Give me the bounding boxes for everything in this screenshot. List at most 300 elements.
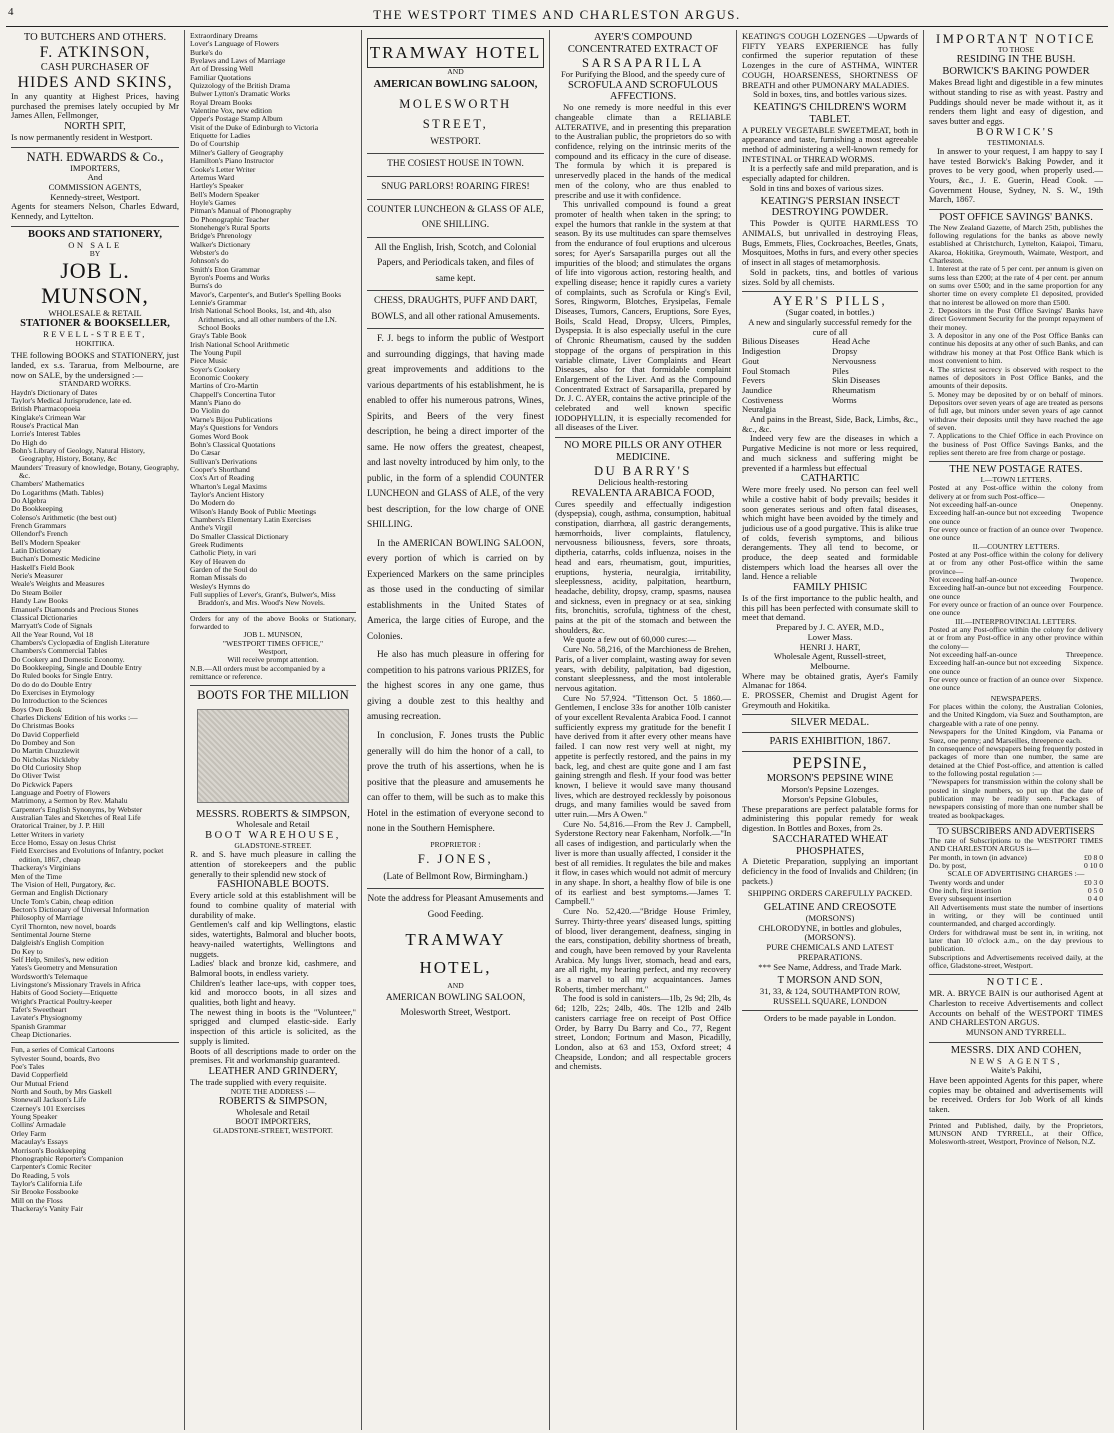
rate-value: Twopence. (1070, 574, 1103, 584)
list-item: Sylvester Sound, boards, 8vo (11, 1053, 100, 1063)
ad-line: III.—INTERPROVINCIAL LETTERS. (955, 616, 1077, 626)
ad-body: Note the address for Pleasant Amusements and Good Feeding. (367, 894, 544, 920)
list-item: Do Ruled books for Single Entry. (11, 671, 113, 681)
ad-body: In the AMERICAN BOWLING SALOON, every portion of which is carried on by Experienced Markers on the same principles as those used in the conducting of similar establishments in the United States of America, the large cities of Europe, and the Colonies. (367, 538, 544, 642)
list-item: Habits of Good Society—Etiquette (11, 988, 118, 998)
list-item: Our Mutual Friend (11, 1078, 69, 1088)
rate-value: 0 5 0 (1087, 885, 1103, 895)
rate-value: £0 8 0 (1084, 852, 1103, 862)
ad-line: JOB L. MUNSON, (243, 630, 303, 640)
ad-body: The trade supplied with every requisite. (190, 1076, 327, 1087)
list-item: Carpenter's English Synonyms, by Webster (11, 804, 143, 814)
list-item: Lavater's Physiognomy (11, 1013, 83, 1023)
list-item: Orley Farm (11, 1128, 47, 1138)
disease-item: Dropsy (832, 346, 858, 357)
ad-heading: IMPORTANT NOTICE (936, 32, 1096, 46)
list-item: Morrison's Bookkeeping (11, 1145, 86, 1155)
ad-body: 2. Depositors in the Post Office Savings' Banks have direct Government Security for the prompt repayment of their money. (929, 306, 1103, 332)
rate-label: Do. by post, (929, 860, 967, 870)
rate-value: 0 4 0 (1087, 894, 1103, 904)
ad-line: WHOLESALE & RETAIL (48, 307, 142, 318)
ad-body: Children's leather lace-ups, with copper toes, kid and morocco boots, in all sizes and qualities, both light and heavy. (190, 977, 356, 1008)
ad-body: Posted at any Post-office within the colony for delivery at or from any other Post-office within the same province— (929, 549, 1103, 576)
list-item: Dalgleish's English Compition (11, 938, 104, 948)
ad-body: We quote a few out of 60,000 cures:— (563, 634, 696, 645)
disease-item: Gout (742, 355, 760, 366)
list-item: Ollendorf's French (11, 529, 68, 539)
ad-heading: AYER'S COMPOUND CONCENTRATED EXTRACT OF (567, 32, 719, 55)
list-item: Self Help, Smiles's, new edition (11, 954, 109, 964)
ad-body: Every article sold at this establishment will be found to combine quality of material with durability of make. (190, 890, 356, 920)
rate-label: Twenty words and under (929, 877, 1005, 887)
list-item: Classical Dictionaries (11, 612, 78, 622)
disease-item: Bilious Diseases (742, 336, 800, 347)
list-item: Charles Dickens' Edition of his works :— (11, 712, 138, 722)
ad-heading: TO BUTCHERS AND OTHERS. (23, 32, 167, 43)
ad-body: A Dietetic Preparation, supplying an important deficiency in the food of Invalids and Children; (in packets.) (742, 856, 918, 886)
ad-line: (MORSON'S) (805, 913, 855, 924)
rate-row (929, 584, 1103, 601)
ad-body: Orders for any of the above Books or Stationary, forwarded to (190, 613, 356, 632)
ad-line: BORWICK'S BAKING POWDER (942, 66, 1090, 78)
list-item: David Copperfield (11, 1070, 68, 1080)
list-item: Spanish Grammar (11, 1021, 67, 1031)
ad-line: ON SALE (68, 239, 122, 250)
ad-body: Cure No. 52,420.—"Bridge House Frimley, Surrey. Thirty-three years' diseased lungs, spitting of blood, liver derangement, deafness, singing in the ears, constipation, debility shortness of breath, and cough, have been removed by your Ravelenta Arabica. My lungs liver, stomach, head and ears, are all right, my hearing perfect, and my recovery is a marvel to all my acquaintances. James Roberts, timber merchant." (555, 906, 731, 994)
ad-body: Sold in boxes, tins, and bottles various sizes. (753, 89, 907, 100)
rate-value: Fourpence. (1069, 600, 1103, 609)
engraving-illustration (197, 709, 349, 803)
list-item: North and South, by Mrs Gaskell (11, 1087, 112, 1097)
ad-body: The rate of Subscriptions to the WESTPORT TIMES AND CHARLESTON ARGUS is— (929, 835, 1103, 854)
rate-label: For every ounce or fraction of an ounce over one ounce (929, 675, 1065, 693)
list-item: Do Violin do (190, 406, 230, 416)
list-item: Catholic Piety, in vari (190, 548, 257, 558)
ad-body: 7. Applications to the Chief Office in each Province on the business of Post Office Savings Banks, and the replies sent thereto are free from charge or postage. (929, 431, 1103, 457)
list-item: Ecce Homo, Essay on Jesus Christ (11, 838, 117, 848)
list-item: Taylor's Medical Jurisprudence, late ed. (11, 395, 132, 405)
list-item: Phonographic Reporter's Companion (11, 1153, 124, 1163)
list-item: Pitman's Manual of Phonography (190, 206, 292, 216)
ad-line: PURE CHEMICALS AND LATEST PREPARATIONS. (766, 942, 894, 962)
ad-line: CASH PURCHASER OF (40, 61, 150, 73)
list-item: Chappell's Concertina Tutor (190, 389, 276, 399)
rate-label: Every subsequent insertion (929, 894, 1012, 904)
ad-line: CATHARTIC (800, 473, 860, 485)
ad-body: MR. A. BRYCE BAIN is our authorised Agent at Charleston to receive Advertisements and collect Accounts on behalf of the WESTPORT TIMES AND CHARLESTON ARGUS. (929, 988, 1103, 1028)
ad-body: Newspapers for the United Kingdom, via Panama or Suez, one penny; and Marseilles, threepence each. (929, 727, 1103, 745)
list-item: Do Cookery and Domestic Economy. (11, 654, 125, 664)
list-item: Irish National School Books, 1st, and 4th, also Arithmetics, and all other numbers of the I.N. School Books (190, 306, 337, 333)
ad-heading: NOTICE. (986, 977, 1046, 989)
list-item: Men of the Time (11, 871, 62, 881)
ad-munson-books (11, 227, 179, 1217)
list-item: Handy Law Books (11, 596, 68, 606)
ad-name: DU BARRY'S (594, 463, 692, 478)
ad-line: AND (447, 981, 464, 991)
ad-heading: AYER'S PILLS, (772, 294, 888, 309)
ad-dix-cohen (929, 1043, 1103, 1120)
ad-line: FAMILY PHISIC (793, 582, 867, 594)
ad-body: Gentlemen's calf and kip Wellingtons, elastic sides, watertights, Balmoral and blucher boots, heavy-nailed watertights, Wellingtons and nuggets. (190, 919, 356, 959)
ad-line: Will receive prompt attention. (227, 655, 319, 665)
ad-line: Kennedy-street, Westport. (50, 191, 140, 202)
list-item: Field Exercises and Evolutions of Infantry, pocket edition, 1867, cheap (11, 846, 164, 864)
ad-line: NEWS AGENTS, (969, 1055, 1063, 1066)
ad-keating (742, 30, 918, 292)
list-item: Do of Courtship (190, 139, 240, 149)
ad-line: ROBERTS & SIMPSON, (218, 1095, 328, 1107)
ad-body: In any quantity at Highest Prices, having purchased the premises lately occupied by Mr James Allen, Fellmonger, (11, 90, 179, 121)
list-item: All the Year Round, Vol 18 (11, 629, 94, 639)
list-item: Royal Dream Books (190, 97, 253, 107)
ad-line: Wholesale and Retail (236, 1106, 310, 1117)
list-item: Mann's Piano do (190, 398, 241, 408)
list-item: Economic Cookery (190, 373, 249, 383)
ad-line: (Sugar coated, in bottles.) (785, 307, 875, 318)
list-item: Greek Rudiments (190, 539, 244, 549)
ad-subheading: STANDARD WORKS. (59, 379, 131, 389)
list-item: Opper's Postage Stamp Album (190, 114, 283, 124)
ad-body: Indeed very few are the diseases in which a Purgative Medicine is not more or less required, and much sickness and suffering might be prevented if a harmless but effectual (742, 433, 918, 473)
ad-line: AMERICAN BOWLING SALOON, (373, 79, 538, 91)
ad-line: Melbourne. (810, 660, 850, 671)
ad-body: Boots of all descriptions made to order on the premises. Fit and workmanship guaranteed. (190, 1045, 356, 1066)
list-item: Artemus Ward (190, 172, 235, 182)
ad-subscribers (929, 825, 1103, 975)
list-item: Poe's Tales (11, 1062, 45, 1072)
list-item: Smith's Eton Grammar (190, 264, 260, 274)
ad-line: SACCHARATED WHEAT PHOSPHATES, (772, 833, 888, 857)
ad-body: It is a perfectly safe and mild preparation, and is especially adapted for children. (742, 163, 918, 184)
ad-line: BOOT IMPORTERS, (235, 1116, 311, 1127)
rate-label: Exceeding half-an-ounce but not exceeding one ounce (929, 658, 1061, 676)
list-item: Do Old Curiosity Shop (11, 763, 82, 773)
rate-label: Not exceeding half-an-ounce (929, 650, 1018, 660)
list-item: Taylor's California Life (11, 1178, 83, 1188)
list-item: Wharton's Legal Maxims (190, 481, 267, 491)
ad-body: These preparations are perfect palatable forms for administering this popular remedy for weak digestion. In Bottles and Boxes, from 2s. (742, 803, 918, 833)
list-item: Haydn's Dictionary of Dates (11, 387, 98, 397)
rate-label: Not exceeding half-an-ounce (929, 574, 1018, 584)
list-item: Bell's Modern Speaker (11, 537, 81, 547)
ad-line: GELATINE AND CREOSOTE (763, 902, 897, 914)
ad-ayer-sarsaparilla (555, 30, 731, 438)
ad-line: BY (89, 249, 101, 259)
ad-line: TESTIMONIALS. (987, 137, 1045, 147)
ad-edwards (11, 148, 179, 227)
list-item: French Grammars (11, 521, 67, 531)
rate-value: Sixpence. (1073, 675, 1103, 685)
ad-line: SHIPPING ORDERS CAREFULLY PACKED. (747, 888, 913, 899)
list-item: Do Smaller Classical Dictionary (190, 531, 289, 541)
rate-value: Fourpence. (1069, 583, 1103, 593)
list-item: Bulwer Lytton's Dramatic Works (190, 89, 290, 99)
rate-label: For every ounce or fraction of an ounce over one ounce (929, 524, 1065, 543)
rate-label: Per month, in town (in advance) (929, 852, 1027, 862)
ad-line: For Purifying the Blood, and the speedy cure of (561, 68, 725, 79)
list-item: Do Algebra (11, 496, 47, 506)
list-item: Uncle Tom's Cabin, cheap edition (11, 896, 114, 906)
ad-atkinson (11, 30, 179, 148)
list-item: Do Bookkeeping, Single and Double Entry (11, 662, 142, 672)
ad-body: Agents for steamers Nelson, Charles Edward, Kennedy, and Lyttelton. (11, 201, 179, 222)
ad-line: LEATHER AND GRINDERY, (208, 1065, 338, 1077)
ad-line: SARSAPARILLA (582, 55, 704, 70)
columns (6, 30, 1108, 1430)
newspaper-title: THE WESTPORT TIMES AND CHARLESTON ARGUS. (373, 7, 741, 22)
list-item: Do High do (11, 437, 47, 447)
list-item: Macaulay's Essays (11, 1137, 68, 1147)
list-item: Fun, a series of Comical Cartoons (11, 1045, 115, 1055)
rate-value: Threepence. (1065, 650, 1103, 660)
ad-line: Molesworth Street, Westport. (400, 1008, 511, 1019)
list-item: Buchan's Domestic Medicine (11, 554, 101, 564)
list-item: The Young Pupil (190, 348, 242, 358)
list-item: Cheap Dictionaries. (11, 1030, 72, 1040)
ad-du-barry (555, 438, 731, 1076)
ad-line: Wholesale and Retail (236, 819, 310, 830)
rate-row (929, 509, 1103, 526)
list-item: Do Oliver Twist (11, 771, 61, 781)
rate-value: Sixpence. (1073, 658, 1103, 668)
ad-body: The food is sold in canisters—1lb, 2s 9d; 2lb, 4s 6d; 12lb, 22s; 24lb, 40s. The 12lb and 24lb canisters carriage free on receipt of Post Office Order, by Barry Du Barry and Co., 77, Regent street, London; Fortnum and Mason, Picadilly, London, also at 63 and 153, Oxford street; 4 Cheapside, London; and all respectable grocers and chemists. (555, 993, 731, 1072)
list-item: Valentine Vox, new edition (190, 106, 272, 116)
rate-row (929, 659, 1103, 676)
list-item: Visit of the Duke of Edinburgh to Victoria (190, 122, 319, 132)
ad-line: TO THOSE (997, 45, 1035, 55)
list-item: Cox's Art of Reading (190, 473, 255, 483)
list-item: Latin Dictionary (11, 546, 62, 556)
ad-body: CHESS, DRAUGHTS, PUFF AND DART, BOWLS, and all other rational Amusements. (371, 296, 540, 322)
list-item: Do Martin Chuzzlewit (11, 746, 80, 756)
rate-label: One inch, first insertion (929, 885, 1002, 895)
ad-line: MORSON'S PEPSINE WINE (766, 773, 894, 785)
ad-body: Cure No. 54,816.—From the Rev J. Campbell, Syderstone Rectory near Fakenham, Norfolk.—"In all cases of indigestion, and particularly when the liver is more than usually affected, I consider it the best of all remidies. It regulates the bile and makes it flow, in cases which would not admit of mercury in any shape. In short, a healthy flow of bile is one of its earliest and best symptoms.—James T. Campbell." (555, 818, 731, 907)
list-item: Czerney's 101 Exercises (11, 1103, 85, 1113)
list-item: Marryatt's Code of Signals (11, 621, 93, 631)
list-item: Australian Tales and Sketches of Real Life (11, 813, 141, 823)
list-item: Johnson's do (190, 256, 229, 266)
ad-line: STATIONER & BOOKSELLER, (20, 318, 170, 330)
rate-value: Twopence. (1070, 524, 1103, 534)
ad-line: SCROFULA AND SCROFULOUS AFFECTIONS. (568, 79, 718, 103)
list-item: Thackeray's Vanity Fair (11, 1203, 84, 1213)
ad-body: The New Zealand Gazette, of March 25th, publishes the following regulations for the banks as above newly established at Christchurch, Lyttelton, Kaiapoi, Timaru, Akaroa, Hokitika, Greymouth, Waimate, Westport, and Charleston. (929, 222, 1103, 266)
ad-line: GLADSTONE-STREET. (234, 841, 312, 851)
ad-body: Is now permanently resident in Westport. (11, 131, 153, 142)
ad-heading: THE NEW POSTAGE RATES. (949, 464, 1083, 476)
ad-line: MOLESWORTH STREET, (399, 96, 512, 132)
list-item: Irish National School Arithmetic (190, 339, 290, 349)
disease-item: Piles (832, 365, 849, 376)
ad-line: II.—COUNTRY LETTERS. (972, 541, 1060, 551)
list-item: Letter Writers in variety (11, 829, 85, 839)
ad-name: MESSRS. DIX AND COHEN, (950, 1044, 1082, 1056)
ad-line: FASHIONABLE BOOTS. (217, 879, 329, 891)
ad-body: R. and S. have much pleasure in calling the attention of storekeepers and the public generally to their splendid new stock of (190, 849, 356, 879)
ad-line: IMPORTERS, (70, 162, 120, 173)
rate-row (929, 526, 1103, 543)
ad-body: 5. Money may be deposited by or on behalf of minors. Depositors over seven years of age are treated as persons of full age, but minors under seven years of age cannot withdraw their deposits until they have reached the age of seven. (929, 389, 1103, 432)
list-item: Do Reading, 5 vols (11, 1170, 70, 1180)
ad-body: This Powder is QUITE HARMLESS TO ANIMALS, but unrivalled in destroying Fleas, Bugs, Emmets, Flies, Cockroaches, Beetles, Gnats, Mosquitoes, Moths in furs, and every other species of insect in all stages of metamorphosis. (742, 218, 918, 268)
ad-name: F. ATKINSON, (39, 43, 151, 61)
ad-line: NOTE THE ADDRESS :— (230, 1086, 316, 1096)
column-1 (6, 30, 185, 1430)
ad-line: RESIDING IN THE BUSH. (956, 54, 1076, 66)
ad-body: 1. Interest at the rate of 5 per cent. per annum is given on sums less than £200; at the rate of 4 per cent. per annum on sums over £500; and in the same proportion for any shorter time on every complete £1 deposited, provided that no interest be allowed on more than £500. (929, 264, 1103, 307)
ad-tramway-hotel (367, 30, 544, 1026)
ad-heading: BOOTS FOR THE MILLION (197, 688, 349, 703)
ad-line: I.—TOWN LETTERS. (980, 474, 1052, 484)
list-item: Do Bookkeeping (11, 504, 63, 514)
ad-name: F. JONES, (417, 851, 494, 866)
ad-line: HIDES AND SKINS, (17, 73, 173, 91)
list-item: Wesley's Hymns do (190, 581, 250, 591)
ad-line: Prepared by J. C. AYER, M.D., (776, 622, 884, 633)
ad-line: Morson's Pepsine Lozenges. (781, 784, 879, 795)
ad-body: Is of the first importance to the public health, and this pill has been perfected with consumate skill to meet that demand. (742, 593, 918, 623)
ad-line: Wholesale Agent, Russell-street, (773, 651, 887, 662)
list-item: Sullivan's Derivations (190, 456, 257, 466)
rate-label: Not exceeding half-an-ounce (929, 499, 1018, 509)
list-item: Art of Dressing Well (190, 64, 254, 74)
ad-postage-rates (929, 462, 1103, 825)
ad-name: JOB L. MUNSON, (41, 257, 149, 308)
disease-item: Foul Stomach (742, 365, 790, 376)
list-item: Cooke's Letter Writer (190, 164, 256, 174)
list-item: Key of Heaven do (190, 556, 246, 566)
list-item: British Pharmacopoeia (11, 404, 81, 414)
ad-body: And pains in the Breast, Side, Back, Limbs, &c., &c., &c. (742, 414, 918, 434)
list-item: Martins of Cro-Martin (190, 381, 259, 391)
list-item: Quizzology of the British Drama (190, 81, 290, 91)
ad-munson-books-continued (190, 30, 356, 613)
ad-body: Makes Bread light and digestible in a few minutes without standing to rise as with yeast. Pastry and Puddings should never be made without it, as it renders them light and easy of digestion, and saves butter and eggs. (929, 77, 1103, 126)
ad-line: AND (447, 67, 464, 77)
rate-row (929, 601, 1103, 618)
list-item: Do Nicholas Nickleby (11, 754, 79, 764)
ad-heading: NO MORE PILLS OR ANY OTHER MEDICINE. (564, 440, 722, 464)
ad-borwick (929, 30, 1103, 210)
list-item: Gray's Table Book (190, 331, 247, 341)
ad-line: Waite's Pakihi, (990, 1065, 1042, 1076)
ad-line: COUNTER LUNCHEON & GLASS OF ALE, ONE SHILLING. (367, 204, 544, 231)
list-item: Do David Copperfield (11, 729, 79, 739)
disease-item: Indigestion (742, 346, 781, 357)
list-item: Chambers' Mathematics (11, 479, 85, 489)
ad-line: REVELL-STREET, (43, 329, 147, 340)
list-item: Do Exercises in Etymology (11, 687, 95, 697)
list-item: Bell's Modern Speaker (190, 189, 260, 199)
list-item: Do Introduction to the Sciences (11, 696, 108, 706)
list-item: Burns's do (190, 281, 222, 291)
list-item: Do Dombey and Son (11, 738, 75, 748)
ad-body: A PURELY VEGETABLE SWEETMEAT, both in appearance and taste, furnishing a most agreeable method of administering a well-known remedy for INTESTINAL or THREAD WORMS. (742, 124, 918, 164)
column-4 (550, 30, 737, 1430)
list-item: Mavor's, Carpenter's, and Butler's Spelling Books (190, 289, 342, 299)
disease-item: Fevers (742, 375, 765, 386)
page-number: 4 (8, 6, 14, 18)
list-item: Warne's Bijou Publications (190, 414, 273, 424)
list-item: Byelaws and Laws of Marriage (190, 56, 286, 66)
ad-notice (929, 975, 1103, 1042)
ad-body: All Advertisements must state the number of insertions in writing, or they will be continued until countermanded, and charged accordingly. (929, 902, 1103, 929)
ad-heading: KEATING'S PERSIAN INSECT DESTROYING POWDER. (760, 195, 900, 219)
rate-table (929, 501, 1103, 543)
ad-body: Were more freely used. No person can feel well while a costive habit of body prevails; besides it soon generates serious and often fatal diseases, which might have been avoided by the timely and judicious use of a good purgative. This is alike true of colds, feverish symptoms, and bilious derangements. They all tend to become, or produce, the deep seated and formidable distempers which load the hearses all over the land. Hence a reliable (742, 484, 918, 582)
list-item: Cooper's Shorthand (190, 464, 250, 474)
list-item: Stonehenge's Rural Sports (190, 222, 270, 232)
list-item: Chambers's Cyclopædia of English Literature (11, 637, 150, 647)
list-item: Soyer's Cookery (190, 364, 241, 374)
list-item: Hartley's Speaker (190, 181, 244, 191)
list-item: Collins' Armadale (11, 1120, 66, 1130)
disease-item: Rheumatism (832, 384, 876, 395)
ad-line: PROPRIETOR : (430, 839, 481, 849)
list-item: Haskell's Field Book (11, 562, 75, 572)
ad-body: All the English, Irish, Scotch, and Colonial Papers, and Periodicals taken, and files of same kept. (374, 242, 537, 284)
book-list (11, 389, 179, 1040)
ad-body: He also has much pleasure in offering for competition to his patrons various PRIZES, for the highest scores in any one game, thus giving a double zest to this healthy and amusing recreation. (367, 650, 544, 723)
imprint-text: Printed and Published, daily, by the Proprietors, MUNSON AND TYRRELL, at their Office, Molesworth-street, Westport, Province of Nelson, N.Z. (929, 1120, 1103, 1147)
list-item: Do Pickwick Papers (11, 779, 73, 789)
ad-body: The newest thing in boots is the "Volunteer," sprigged and clumped elastic-side. Early inspection of this article is solicited, as the supply is limited. (190, 1006, 356, 1046)
ad-line: COMMISSION AGENTS, (48, 182, 142, 193)
ad-line: NEWSPAPERS. (990, 693, 1042, 703)
list-item: German and English Dictionary (11, 888, 108, 898)
ad-body: Cure No 57,924. "Tittenson Oct. 5 1860.—Gentlemen, I enclose 33s for another 10lb canister of your excellent Revalenta Arabica Food. I cannot sufficiently express my gratitude for the benefit I have derived from it after every other means have failed. I can now rest very well at night, my appetite is perfectly restored, and the pains in my back, leg, and chest are quite gone and I am fast gaining strength and flesh. If your food was better known, I believe it would save many thousand lives, which are destroyed recklessly by poisonous drugs, and many families would be saved from utter ruin.—Mrs A Owen." (555, 692, 731, 820)
ad-line: THE COSIEST HOUSE IN TOWN. (387, 159, 524, 170)
ad-body: Posted at any Post-office within the colony from delivery at or from such Post-office— (929, 483, 1103, 501)
ad-line: "WESTPORT TIMES OFFICE," (222, 638, 324, 648)
list-item: Yates's Geometry and Mensuration (11, 963, 118, 973)
ad-line: *** See Name, Address, and Trade Mark. (758, 961, 902, 972)
ad-munson-orders (190, 613, 356, 687)
ad-name: MESSRS. ROBERTS & SIMPSON, (196, 808, 350, 820)
ad-body: THE following BOOKS and STATIONERY, just landed, ex s.s. Tararua, from Melbourne, are now on SALE, by the undersigned :— (11, 350, 179, 380)
list-item: Garden of the Soul do (190, 565, 258, 574)
list-item: Roman Missals do (190, 573, 247, 583)
list-item: Wordsworth's Telemaque (11, 971, 88, 981)
list-item: Hoyle's Games (190, 197, 236, 207)
ad-heading: KEATING'S CHILDREN'S WORM TABLET. (753, 101, 907, 125)
rate-value: £0 3 0 (1084, 877, 1103, 887)
ad-body: Sold in tins and boxes of various sizes. (750, 182, 884, 193)
list-item: Weale's Weights and Measures (11, 579, 105, 589)
rate-value: 0 10 0 (1084, 860, 1103, 870)
list-item: Do Key to (11, 946, 43, 956)
list-item: Kinglake's Crimean War (11, 412, 86, 422)
ad-line: 31, 33, & 124, SOUTHAMPTON ROW, (759, 986, 901, 997)
ad-body: Where may be obtained gratis, Ayer's Family Almanac for 1864. (742, 670, 918, 691)
ad-body: Ladies' black and bronze kid, cashmere, and Balmoral boots, in endless variety. (190, 958, 356, 978)
ad-savings-banks (929, 210, 1103, 462)
list-item: Sentimental Journe Sterne (11, 929, 91, 939)
ad-line: Delicious health-restoring (598, 477, 688, 488)
list-item: Chambers's Elementary Latin Exercises (190, 514, 311, 524)
list-item: Extraordinary Dreams (190, 31, 258, 40)
rate-row (929, 676, 1103, 693)
list-item: Webster's do (190, 247, 229, 257)
list-item: Rouse's Practical Man (11, 420, 79, 430)
disease-item: Jaundice (742, 384, 773, 395)
list-item: Tafet's Sweetheart (11, 1005, 67, 1015)
list-item: Matrimony, a Sermon by Rev. Mahalu (11, 796, 128, 806)
list-item: Bridge's Phrenology (190, 231, 252, 241)
ad-heading: BOOKS AND STATIONERY, (28, 228, 162, 240)
